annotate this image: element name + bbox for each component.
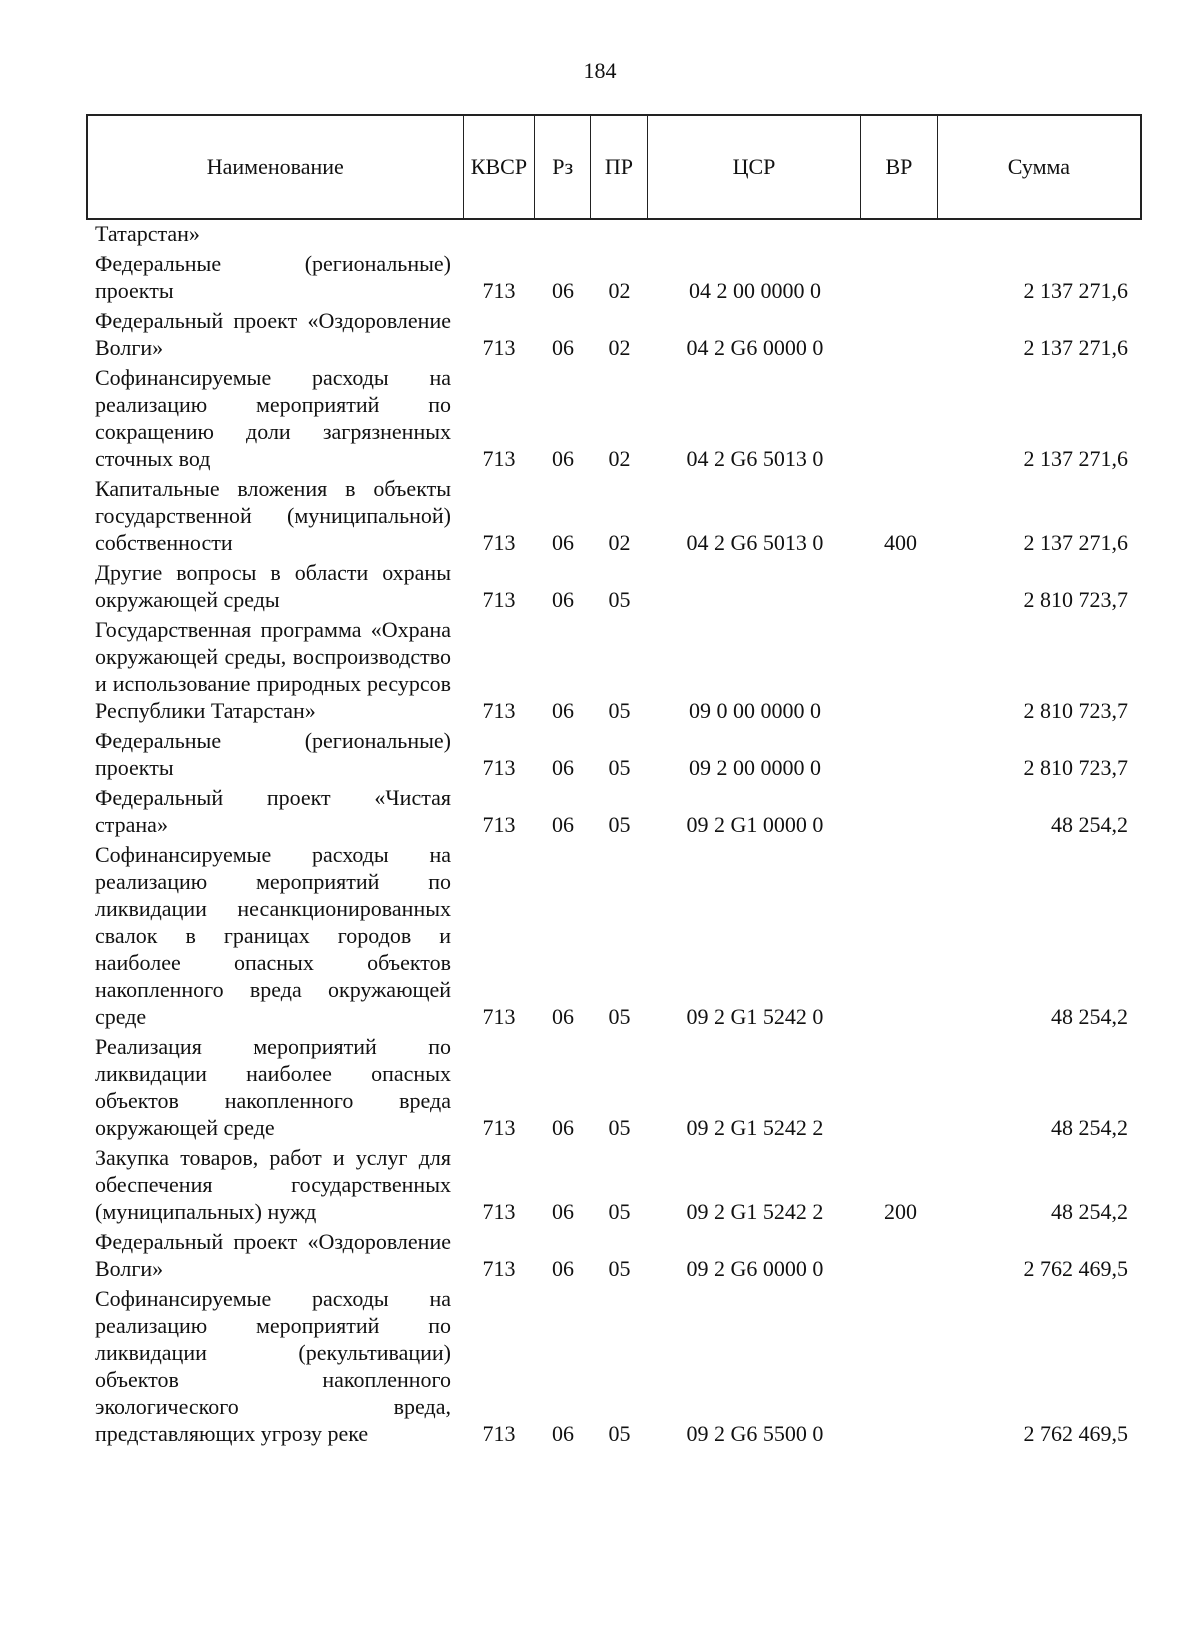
row-rz: 06 (552, 278, 574, 303)
row-sum: 48 254,2 (1051, 812, 1128, 837)
table-row (86, 1144, 1142, 1225)
row-kvsr: 713 (482, 1421, 516, 1446)
row-rz: 06 (552, 1004, 574, 1029)
row-vr: 400 (884, 530, 917, 555)
row-pr: 02 (608, 335, 631, 360)
header-csr: ЦСР (648, 116, 861, 218)
table-row (86, 364, 1142, 472)
row-kvsr: 713 (482, 698, 516, 723)
row-csr: 04 2 G6 5013 0 (686, 530, 824, 555)
row-rz: 06 (552, 698, 574, 723)
row-name: Татарстан» (95, 221, 200, 246)
row-pr: 02 (608, 278, 631, 303)
row-csr: 04 2 00 0000 0 (689, 278, 821, 303)
row-sum: 2 137 271,6 (1023, 530, 1128, 555)
row-rz: 06 (552, 1115, 574, 1140)
row-csr: 09 0 00 0000 0 (689, 698, 821, 723)
table-row (86, 1033, 1142, 1141)
row-pr: 05 (608, 1421, 631, 1446)
table-row (86, 220, 1142, 247)
row-rz: 06 (552, 1256, 574, 1281)
row-csr: 09 2 G1 5242 2 (686, 1115, 824, 1140)
row-name: Федеральные (региональные) проекты (95, 728, 451, 780)
row-rz: 06 (552, 587, 574, 612)
row-name: Софинансируемые расходы на реализацию мероприятий по ликвидации несанкционированных свалок в границах городов и наиболее опасных объектов накопленного вреда окружающей среде (95, 842, 451, 1029)
header-rz: Рз (535, 116, 591, 218)
header-sum: Сумма (1007, 154, 1071, 179)
row-rz: 06 (552, 335, 574, 360)
row-pr: 02 (608, 446, 631, 471)
row-name: Закупка товаров, работ и услуг для обеспечения государственных (муниципальных) нужд (95, 1145, 451, 1224)
row-sum: 2 137 271,6 (1023, 335, 1128, 360)
row-vr: 200 (884, 1199, 917, 1224)
row-pr: 05 (608, 1115, 631, 1140)
row-rz: 06 (552, 812, 574, 837)
row-name: Софинансируемые расходы на реализацию мероприятий по ликвидации (рекультивации) объектов накопленного экологического вреда, представляющих угрозу реке (95, 1286, 451, 1446)
row-csr: 04 2 G6 5013 0 (686, 446, 824, 471)
row-kvsr: 713 (482, 278, 516, 303)
row-rz: 06 (552, 1421, 574, 1446)
row-sum: 48 254,2 (1051, 1115, 1128, 1140)
row-csr: 09 2 G6 0000 0 (686, 1256, 824, 1281)
row-pr: 05 (608, 812, 631, 837)
row-csr: 09 2 G1 5242 2 (686, 1199, 824, 1224)
row-kvsr: 713 (482, 1004, 516, 1029)
row-csr: 09 2 G1 5242 0 (686, 1004, 824, 1029)
header-pr: ПР (591, 116, 648, 218)
row-sum: 48 254,2 (1051, 1004, 1128, 1029)
row-pr: 05 (608, 587, 631, 612)
row-pr: 02 (608, 530, 631, 555)
row-name: Федеральный проект «Оздоровление Волги» (95, 308, 451, 360)
page-number: 184 (583, 58, 617, 83)
table-row (86, 250, 1142, 304)
row-kvsr: 713 (482, 587, 516, 612)
table-row (86, 1228, 1142, 1282)
row-rz: 06 (552, 530, 574, 555)
row-csr: 09 2 00 0000 0 (689, 755, 821, 780)
row-csr: 09 2 G1 0000 0 (686, 812, 824, 837)
row-name: Софинансируемые расходы на реализацию мероприятий по сокращению доли загрязненных сточных вод (95, 365, 451, 471)
table-row (86, 727, 1142, 781)
row-name: Капитальные вложения в объекты государственной (муниципальной) собственности (95, 476, 451, 555)
row-rz: 06 (552, 446, 574, 471)
row-sum: 2 810 723,7 (1023, 587, 1128, 612)
row-kvsr: 713 (482, 446, 516, 471)
row-pr: 05 (608, 698, 631, 723)
table-row (86, 841, 1142, 1030)
header-vr: ВР (861, 116, 938, 218)
row-name: Государственная программа «Охрана окружающей среды, воспроизводство и использование природных ресурсов Республики Татарстан» (95, 617, 451, 723)
row-sum: 2 762 469,5 (1023, 1256, 1128, 1281)
row-kvsr: 713 (482, 1199, 516, 1224)
row-sum: 48 254,2 (1051, 1199, 1128, 1224)
row-kvsr: 713 (482, 1256, 516, 1281)
row-sum: 2 762 469,5 (1023, 1421, 1128, 1446)
row-csr: 09 2 G6 5500 0 (686, 1421, 824, 1446)
table-row (86, 475, 1142, 556)
table-header (86, 114, 1142, 220)
row-sum: 2 810 723,7 (1023, 698, 1128, 723)
row-kvsr: 713 (482, 335, 516, 360)
table-row (86, 307, 1142, 361)
table-row (86, 1285, 1142, 1447)
table-row (86, 559, 1142, 613)
row-csr: 04 2 G6 0000 0 (686, 335, 824, 360)
header-name: Наименование (88, 116, 464, 218)
row-name: Федеральные (региональные) проекты (95, 251, 451, 303)
row-kvsr: 713 (482, 812, 516, 837)
row-name: Федеральный проект «Чистая страна» (95, 785, 451, 837)
table-body (86, 220, 1142, 1450)
row-kvsr: 713 (482, 1115, 516, 1140)
row-pr: 05 (608, 1256, 631, 1281)
row-pr: 05 (608, 1199, 631, 1224)
row-kvsr: 713 (482, 755, 516, 780)
row-kvsr: 713 (482, 530, 516, 555)
header-kvsr: КВСР (464, 116, 536, 218)
row-sum: 2 137 271,6 (1023, 446, 1128, 471)
row-sum: 2 137 271,6 (1023, 278, 1128, 303)
row-rz: 06 (552, 1199, 574, 1224)
row-name: Федеральный проект «Оздоровление Волги» (95, 1229, 451, 1281)
row-sum: 2 810 723,7 (1023, 755, 1128, 780)
row-rz: 06 (552, 755, 574, 780)
table-row (86, 616, 1142, 724)
row-name: Другие вопросы в области охраны окружающей среды (95, 560, 451, 612)
row-name: Реализация мероприятий по ликвидации наиболее опасных объектов накопленного вреда окружающей среде (95, 1034, 451, 1140)
row-pr: 05 (608, 755, 631, 780)
table-row (86, 784, 1142, 838)
row-pr: 05 (608, 1004, 631, 1029)
